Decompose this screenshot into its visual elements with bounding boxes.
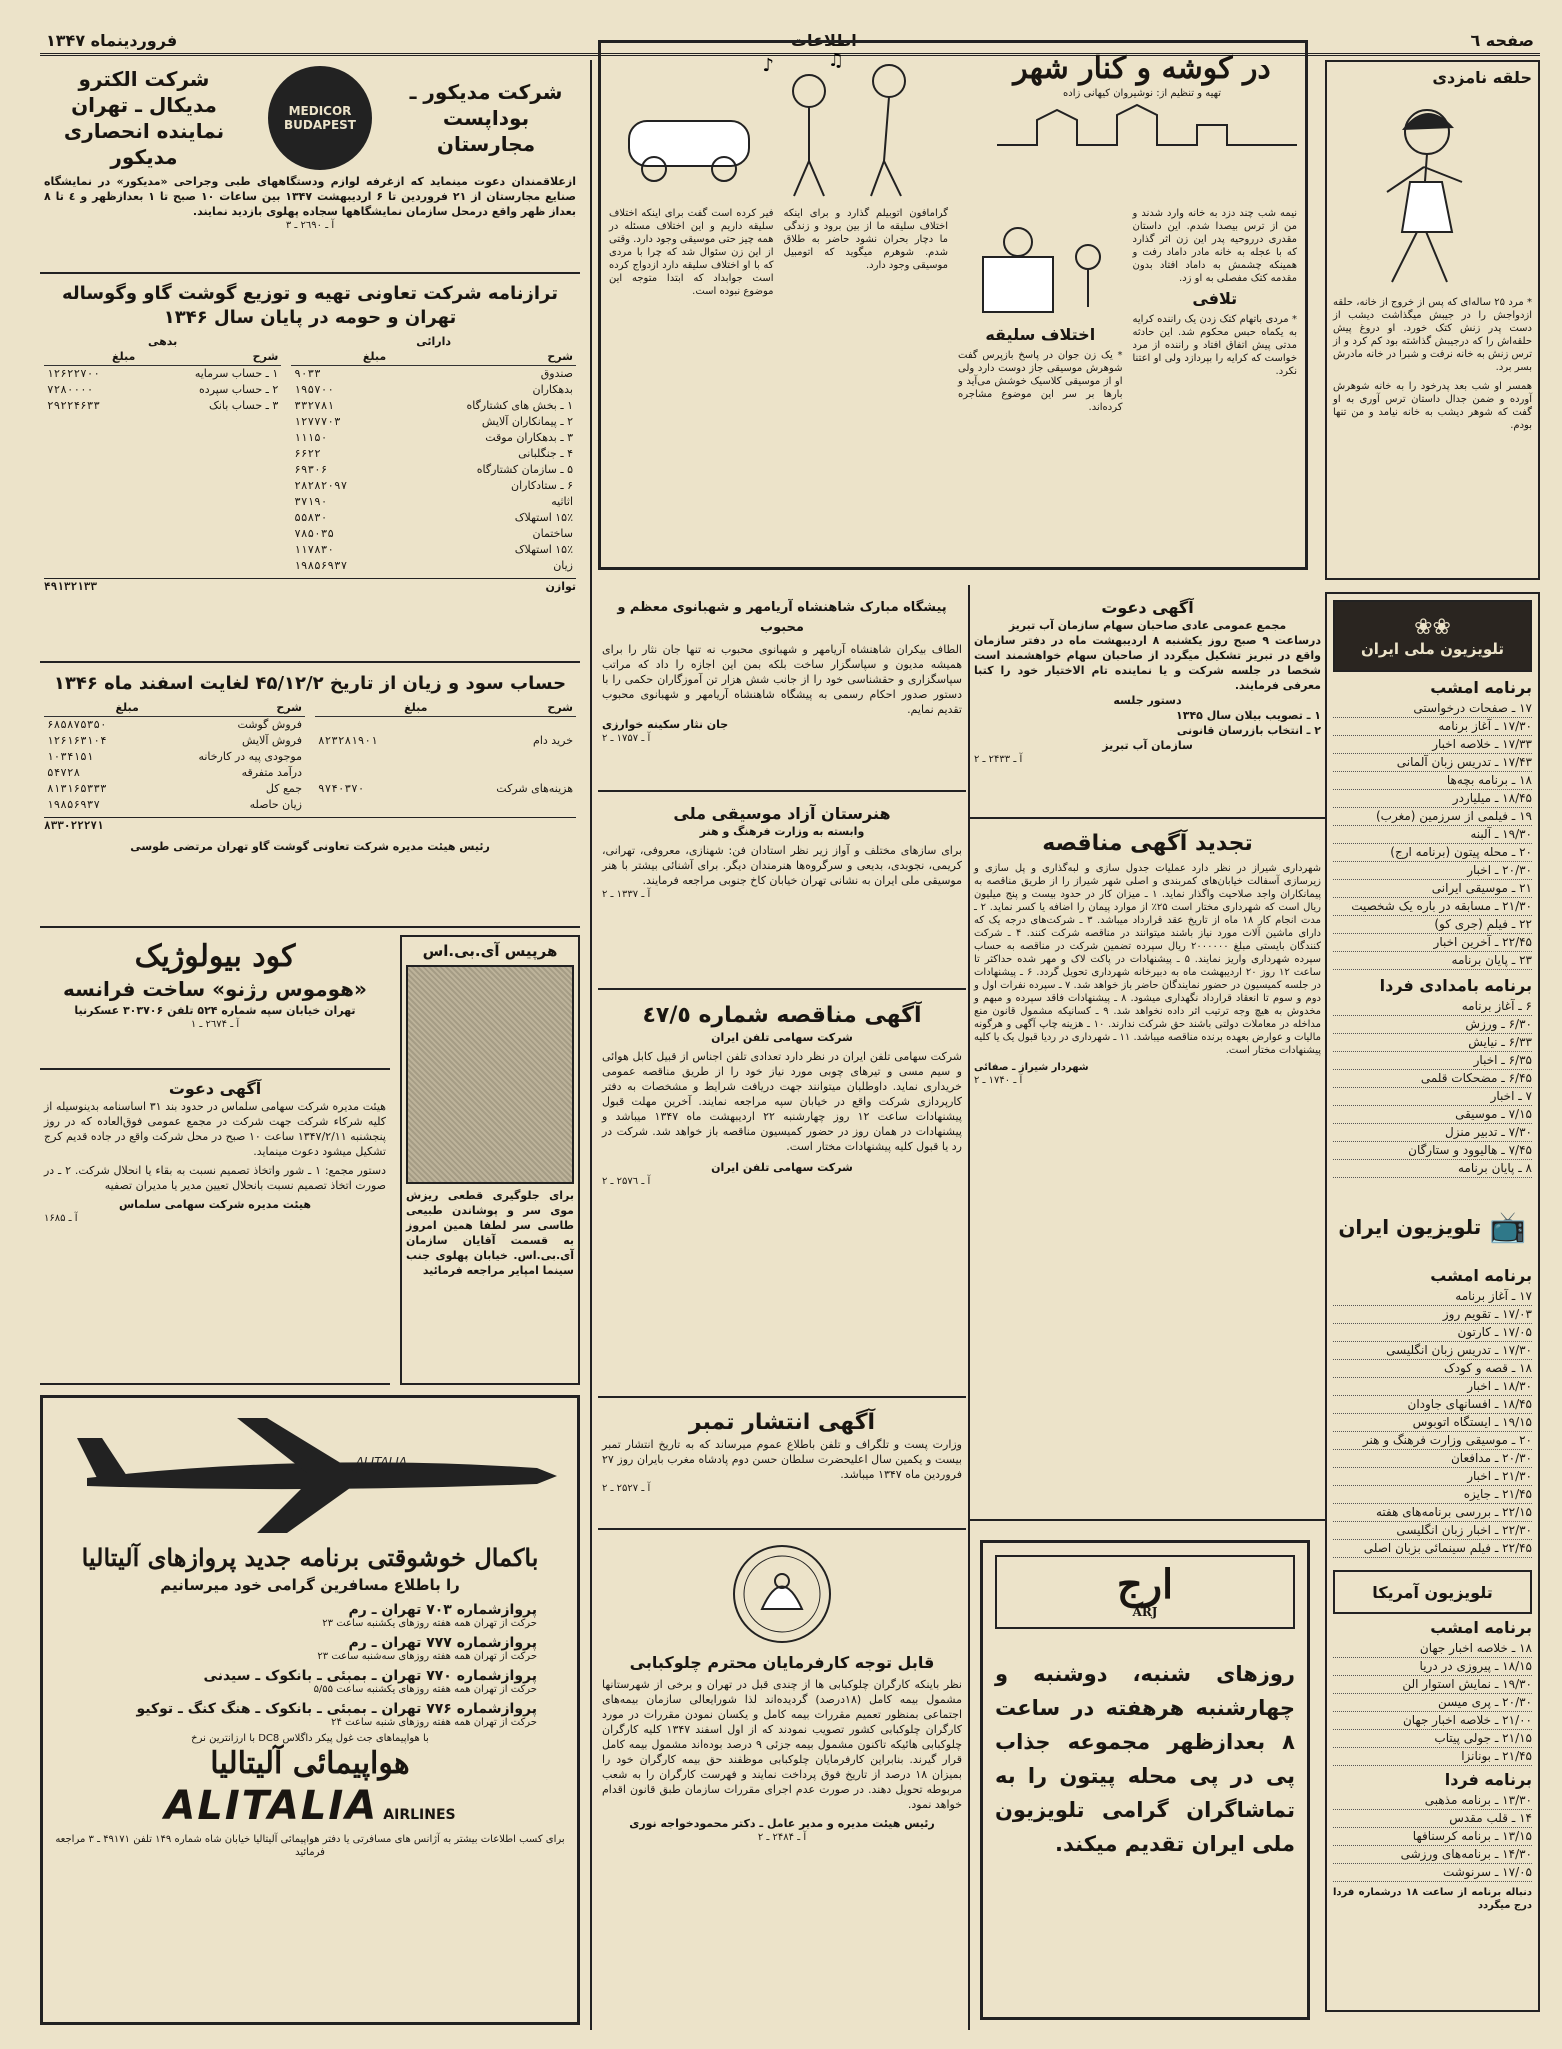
asset-row-amount: ۳۷۱۹۰ (294, 495, 328, 508)
hairspray-title: هرپیس آی.بی.اس (422, 942, 558, 960)
assets-table (291, 349, 576, 574)
chelo-kababi-ad (598, 1535, 966, 2025)
issue-date: فروردینماه ۱۳۴۷ (46, 31, 178, 50)
asset-row-amount: ۶۶۲۲ (294, 447, 321, 460)
biological-fertilizer-ad (40, 935, 390, 1070)
asset-row (291, 366, 576, 383)
asset-row-amount: ۵۵۸۳۰ (294, 511, 328, 524)
tv1-program-item: ۱۸/۴۵ ـ میلیاردر (1333, 790, 1532, 808)
tv3-program-item: ۲۱/۰۰ ـ خلاصه اخبار جهان (1333, 1712, 1532, 1730)
airplane-illustration (57, 1408, 567, 1538)
hairspray-ad (400, 935, 580, 1385)
balance-total-row (44, 578, 576, 594)
asset-row-amount: ۱۹۸۵۶۹۳۷ (294, 559, 348, 572)
tv1-program-item: ۱۹ ـ فیلمی از سرزمین (مغرب) (1333, 808, 1532, 826)
pl-total: ۸۳۳۰۲۲۲۷۱ (44, 817, 576, 833)
pl-income-row-desc: فروش گوشت (237, 718, 302, 731)
wedding-gratitude (598, 594, 966, 792)
tv1-program-item: ۱۷/۴۳ ـ تدریس زبان آلمانی (1333, 754, 1532, 772)
alitalia-note: با هواپیماهای جت غول پیکر داگلاس DC8 با ارزانترین نرخ (191, 1733, 429, 1744)
column-rule-2 (968, 585, 970, 2030)
cod-title: کود بیولوژیک (134, 939, 296, 974)
alitalia-brand-en: ALITALIA (164, 1783, 379, 1829)
stamp-title: آگهی انتشار تمبر (688, 1410, 876, 1435)
selmas-invitation (40, 1075, 390, 1385)
plane-brand-text: ALITALIA (355, 1455, 407, 1469)
tv3-title: برنامه امشب (1430, 1618, 1532, 1637)
tv1-program-item: ۱۷/۳۳ ـ خلاصه اخبار (1333, 736, 1532, 754)
tajdid-text: شهرداری شیراز در نظر دارد عملیات جدول سازی و لبه‌گذاری و پل سازی و زیرسازی آسفالت خیابان‌های کمربندی و اصلی شهر شیراز را از طریق مناقصه به پیمانکاران واجد صلاحیت واگذار نماید. ۱ ـ میزان کار در حدود بیست و پنج میلیون ریال است که شهرداری مختار است ۲۵٪ از موارد پیمان را اضافه یا کسر نماید. ۲ ـ مدت انجام کار ۱۸ ماه از تاریخ عقد قرارداد میباشد. ۳ ـ شرکت‌های درجه یک که دارای ماشین آلات مورد نیاز باشند میتوانند در مناقصه شرکت کنند. ۴ ـ شرکت کنندگان بایستی مبلغ ۲۰۰۰۰۰۰ ریال سپرده تضمین شرکت در مناقصه به حساب سپرده شهرداری واریز نمایند. ۵ ـ پیشنهادات در پاکت لاک و مهر شده حداکثر تا ساعت ۱۲ روز ۲۰ اردیبهشت ماه به دبیرخانه شهرداری تحویل گردد. ۶ ـ پیشنهادات در جلسه کمیسیون در حضور نمایندگان حاضر باز خواهد شد. ۷ ـ سپرده نفرات اول و دوم و سوم تا انعقاد قرارداد نگهداری میشود. ۸ ـ پیشنهادات فاقد سپرده و مبهم و مخدوش به هیچ وجه ترتیب اثر داده نخواهد شد. ۹ ـ کسانیکه مشمول قانون منع مداخله در معاملات دولتی باشند حق شرکت ندارند. ۱۰ ـ هزینه چاپ آگهی و هرگونه مالیات و عوارض بعهده برنده مناقصه میباشد. ۱۱ ـ شهرداری در ردیا قبول یک یا کلیه پیشنهادات مختار است. (974, 863, 1322, 1056)
tender-47-code: آ ـ ۲۵۷٦ ـ ۲ (602, 1176, 651, 1187)
tv1-morning-item: ۷ ـ اخبار (1333, 1088, 1532, 1106)
chelo-title: قابل توجه کارفرمایان محترم چلوکبابی (629, 1653, 935, 1672)
pl-income-row-amount: ۶۸۵۸۷۵۳۵۰ (47, 718, 107, 731)
pl-income-row-amount: ۸۱۳۱۶۵۳۳۳ (47, 782, 107, 795)
debt-row-amount: ۷۲۸۰۰۰۰ (47, 383, 94, 396)
tabriz-agenda-title: دستور جلسه (1113, 694, 1182, 707)
asset-row-amount: ۲۸۲۸۲۰۹۷ (294, 479, 348, 492)
pl-expense-row-desc: خرید دام (533, 734, 573, 748)
medicor-rep: شرکت الکترو مدیکال ـ تهران نماینده انحصاری مدیکور (63, 67, 225, 169)
asset-row-amount: ۶۹۳۰۶ (294, 463, 328, 476)
arj-advert (980, 1540, 1310, 2020)
tv2-program-item: ۱۷/۰۵ ـ کارتون (1333, 1324, 1532, 1342)
medicor-code: آ ـ ۲٦۹۰ ـ ۳ (285, 220, 335, 231)
selmas-agenda: دستور مجمع: ۱ ـ شور واتخاذ تصمیم نسبت به بقاء یا انحلال شرکت. ۲ ـ در صورت اتخاذ تصمیم نسبت بانحلال تعیین مدیر یا مدیران تصفیه (44, 1164, 386, 1192)
assets-head: دارائی (416, 335, 452, 348)
asset-row-desc: ۱۵٪ استهلاک (514, 511, 573, 524)
debt-row (44, 382, 281, 398)
tv1-morning-item: ۶ ـ آغاز برنامه (1333, 998, 1532, 1016)
asset-row-amount: ۱۲۷۷۷۰۳ (294, 415, 341, 428)
pl-expense-row-amount: ۸۲۳۲۸۱۹۰۱ (318, 734, 378, 748)
pl-income-row-amount: ۱۰۳۴۱۵۱ (47, 750, 94, 763)
debt-row-amount: ۱۲۶۲۲۷۰۰ (47, 367, 100, 380)
tabriz-text: درساعت ۹ صبح روز یکشنبه ۸ اردیبهشت ماه در دفتر سازمان واقع در تبریز تشکیل میگردد از صاحبان سهام خواهشمند است شخصا در جلسه شرکت و یا نماینده تام الاختیار خود را کتبا معرفی فرمایند. (974, 634, 1321, 692)
wedding-text: الطاف بیکران شاهنشاه آریامهر و شهبانوی محبوب نه تنها جان نثار را برای همیشه مدیون و سپاسگزار ساخت بلکه بمن این اجازه را داد که مراتب سپاسگزاری و حقشناسی خود را از جانب شش هزار تن آموزگاران حکمی را با دستور صدور احکام رسمی به پیشگاه شاهنشاه آریامهر و شهبانوی محبوب تقدیم نمایم. (602, 643, 962, 716)
cod-address: تهران خیابان سپه شماره ۵۲۴ تلفن ۳۰۳۷۰۶ عسکرنیا (74, 1004, 356, 1017)
balance-title: ترازنامه شرکت تعاونی تهیه و توزیع گوشت گاو وگوساله تهران و حومه در پایان سال ۱۳۴۶ (61, 283, 558, 328)
pl-income-row-desc: درآمد متفرقه (241, 766, 302, 779)
tv1-program-list (1333, 700, 1532, 970)
alitalia-airlines: AIRLINES (383, 1807, 456, 1823)
debt-row-amount: ۲۹۲۲۴۶۳۳ (47, 399, 100, 412)
tabriz-code: آ ـ ۲۴۳۳ ـ ۲ (974, 754, 1023, 765)
tv2-program-item: ۱۷ ـ آغاز برنامه (1333, 1288, 1532, 1306)
engagement-text-2: همسر او شب بعد پدرخود را به خانه شوهرش آورده و ضمن جدال داستان ترس آوری به او گفت که شوهر دیشب به خانه نیامد و من تنها بودم. (1333, 381, 1532, 431)
cod-subtitle: «هوموس رژنو» ساخت فرانسه (63, 977, 367, 1001)
asset-row-amount: ۳۳۲۷۸۱ (294, 399, 335, 412)
flight-route: پروازشماره ۷۷۰ تهران ـ بمبئی ـ بانکوک ـ سیدنی (203, 1668, 537, 1684)
arj-logo-text: ارج (1116, 1561, 1174, 1608)
tv1-morning-list (1333, 998, 1532, 1178)
tv2-logo-text: تلویزیون ایران (1338, 1215, 1482, 1239)
asset-row-desc: اثاثیه (551, 495, 573, 508)
asset-row (291, 462, 576, 478)
tender-47-org: شرکت سهامی تلفن ایران (711, 1031, 853, 1044)
debt-row (44, 366, 281, 383)
social-insurance-emblem-icon (722, 1539, 842, 1649)
tv-camera-icon: 📺 (1489, 1209, 1527, 1245)
flight-list (53, 1602, 567, 1728)
city-corner-box (598, 40, 1308, 570)
tv1-morning-item: ۸ ـ پایان برنامه (1333, 1160, 1532, 1178)
pl-title: حساب سود و زیان از تاریخ ۴۵/۱۲/۲ لغایت اسفند ماه ۱۳۴۶ (53, 673, 567, 694)
tv3-note: دنباله برنامه از ساعت ۱۸ درشماره فردا درج میگردد (1333, 1887, 1532, 1911)
flight-route: پروازشماره ۷۷۶ تهران ـ بمبئی ـ بانکوک ـ هنگ کنگ ـ توکیو (136, 1701, 537, 1717)
tabriz-org: سازمان آب تبریز (1102, 739, 1193, 752)
flight-note: حرکت از تهران همه هفته روزهای یکشنبه ساعت ۲۳ (322, 1618, 537, 1629)
tv2-program-item: ۱۷/۳۰ ـ تدریس زبان انگلیسی (1333, 1342, 1532, 1360)
debt-row-desc: ۲ ـ حساب سپرده (199, 383, 279, 396)
flight-route: پروازشماره ۷۰۳ تهران ـ رم (348, 1602, 537, 1618)
chelo-text: نظر باینکه کارگران چلوکبابی ها از چندی قبل در تهران و برخی از شهرستانها مشمول بیمه کامل (۱۸درصد) گردیده‌اند لذا شورایعالی سازمان بیمه‌های اجتماعی بمنظور تعمیم مقررات بیمه کامل و یکسان نمودن مقررات در مورد کارگران چلوکبابی کشور تصویب نمودند که از اول اسفند ۱۳۴۷ کلیه کارگران چلوکبابی هائیکه تاکنون مشمول بیمه جزئی ۹ درصد بوده‌اند مشمول بیمه کامل قرار گیرند. بنابراین کارفرمایان چلوکبابی موظفند حق بیمه کارگران خود را بمیزان ۱۸ درصد از تاریخ فوق پرداخت نمایند و فهرست کارگران را به شعب مربوطه تحویل دهند. در صورت عدم اجرای مقررات سازمان طبق قانون اقدام خواهد نمود. (602, 1678, 963, 1811)
stamp-code: آ ـ ۲۵۲۷ ـ ۲ (602, 1483, 651, 1494)
asset-row-desc: ۵ ـ سازمان کشتارگاه (476, 463, 573, 476)
tajdid-sign: شهردار شیراز ـ صفائی (974, 1062, 1089, 1073)
column-rule-1 (590, 60, 592, 2030)
asset-row-desc: ۶ ـ ستادکاران (511, 479, 573, 492)
pl-income-row (44, 797, 305, 813)
tv1-morning-item: ۷/۱۵ ـ موسیقی (1333, 1106, 1532, 1124)
pl-income-row (44, 749, 305, 765)
asset-row-amount: ۱۹۵۷۰۰ (294, 383, 335, 396)
wedding-sign: جان نثار سکینه خوارزی (602, 718, 729, 731)
pl-col-amount-1: مبلغ (315, 700, 430, 717)
asset-row-amount: ۷۸۵۰۳۵ (294, 527, 335, 540)
tv1-logo (1333, 600, 1532, 672)
music-school-ad (598, 800, 966, 990)
tv3-tomorrow-list (1333, 1792, 1532, 1882)
asset-row (291, 478, 576, 494)
stamp-text: وزارت پست و تلگراف و تلفن باطلاع عموم میرساند که به تاریخ انتشار تمبر بیست و یکمین سال اعلیحضرت سلطان حسن دوم پادشاه مغرب بایران روز ۲۷ فروردین ماه ۱۳۴۷ میباشد. (602, 1438, 962, 1481)
tv2-program-item: ۱۸ ـ قصه و کودک (1333, 1360, 1532, 1378)
couple-car-cartoon-illustration (609, 51, 949, 201)
wedding-code: آ ـ ۱۷۵۷ ـ ۲ (602, 733, 651, 744)
music-text: برای سازهای مختلف و آواز زیر نظر استادان فن: شهنازی، معروفی، تهرانی، کریمی، نجوبدی، بدیعی و سرگروه‌ها هنرمندان دیگر. برای آشنائی بیشتر با هنر موسیقی ملی ایران به نشانی تهران خیابان کاخ جنوبی مراجعه فرمایند. (602, 844, 962, 887)
tv-schedule (1325, 592, 1540, 2012)
selmas-title: آگهی دعوت (168, 1079, 262, 1098)
pl-income-row-desc: فروش آلایش (242, 734, 302, 747)
tender-47-title: آگهی مناقصه شماره ٤٧/٥ (642, 1003, 922, 1028)
tender-47-text: شرکت سهامی تلفن ایران در نظر دارد تعدادی تلفن اجناس از قبیل کابل هوائی و سیم مسی و تیرهای چوبی مورد نیاز خود را از طریق مناقصه عمومی خریداری نماید. داوطلبان میتوانند جهت دریافت شرایط و مشخصات به دفتر کارپردازی شرکت واقع در خیابان سپه مراجعه نمایند. آخرین مهلت قبول پیشنهادات ساعت ۱۲ روز چهارشنبه ۲۲ اردیبهشت ماه ۱۳۴۷ میباشد و پیشنهادات در همان روز در حضور کمیسیون مناقصه باز خواهد شد. شرکت در رد یا قبول کلیه پیشنهادات مختار است. (602, 1050, 962, 1153)
tv-emblem-icon: ❀❀ (1414, 614, 1451, 640)
music-subtitle: وابسته به وزارت فرهنگ و هنر (699, 825, 865, 838)
engagement-title: حلقه نامزدی (1432, 68, 1532, 87)
chelo-code: آ ـ ۲۴۸۴ ـ ۲ (757, 1832, 807, 1843)
hairspray-text: برای جلوگیری قطعی ریزش موی سر و پوشاندن طبیعی طاسی سر لطفا همین امروز به قسمت آقایان سازمان آی.بی.اس. خیابان پهلوی جنب سینما امپایر مراجعه فرمائید (406, 1189, 574, 1277)
tv2-program-item: ۲۱/۳۰ ـ اخبار (1333, 1468, 1532, 1486)
asset-row (291, 558, 576, 574)
asset-row-amount: ۱۱۷۸۳۰ (294, 543, 335, 556)
asset-row-desc: ساختمان (532, 527, 573, 540)
tv1-program-item: ۲۱/۳۰ ـ مسابقه در باره یک شخصیت (1333, 898, 1532, 916)
arj-logo (995, 1555, 1295, 1629)
tv1-program-item: ۱۸ ـ برنامه بچه‌ها (1333, 772, 1532, 790)
tajdid-code: آ ـ ۱۷۴۰ ـ ۲ (974, 1075, 1023, 1086)
city-corner-col1: نیمه شب چند دزد به خانه وارد شدند و من از ترس بیصدا شدم. این داستان مقدری درروحیه پدر این زن اثر گذارد که با عجله به خانه مادر داماد رفت و همینکه چشمش به داماد افتاد بدون مقدمه کتک مفصلی به او زد. (1132, 208, 1297, 284)
tv1-program-item: ۲۲/۴۵ ـ آخرین اخبار (1333, 934, 1532, 952)
tabriz-subtitle: مجمع عمومی عادی صاحبان سهام سازمان آب تبریز (1008, 619, 1287, 632)
tv2-program-item: ۱۷/۰۳ ـ تقویم روز (1333, 1306, 1532, 1324)
pl-income-row-desc: جمع کل (265, 782, 302, 795)
tv1-program-item: ۲۱ ـ موسیقی ایرانی (1333, 880, 1532, 898)
tender-47-ad (598, 998, 966, 1398)
tv2-title: برنامه امشب (1430, 1266, 1532, 1285)
pl-expense-row-desc: هزینه‌های شرکت (496, 782, 573, 796)
stamp-ad (598, 1405, 966, 1530)
tv2-program-item: ۲۰ ـ موسیقی وزارت فرهنگ و هنر (1333, 1432, 1532, 1450)
asset-row (291, 430, 576, 446)
ekhtelaf-text: * یک زن جوان در پاسخ بازپرس گفت شوهرش موسیقی جاز دوست دارد ولی او از موسیقی کلاسیک خوشش می‌آید و بارها بر سر این موضوع مشاجره کرده‌اند. (958, 350, 1123, 413)
tv1-program-item: ۲۰/۳۰ ـ اخبار (1333, 862, 1532, 880)
city-corner-col3: گرامافون اتوبیلم گذارد و برای اینکه اختلاف سلیقه ما از بین برود و زندگی ما دچار بحران نشود حاضر به طلاق شدم. شوهرم میگوید که اتومبیل موسیقی وجود دارد. (783, 208, 948, 271)
tv3-program-item: ۱۸ ـ خلاصه اخبار جهان (1333, 1640, 1532, 1658)
wedding-title: پیشگاه مبارک شاهنشاه آریامهر و شهبانوی معظم و محبوب (617, 600, 947, 635)
tabriz-invitation (970, 594, 1325, 819)
tv3-program-list (1333, 1640, 1532, 1766)
medicor-text: ازعلاقمندان دعوت مینماید که ازغرفه لوازم ودستگاههای طبی وجراحی «مدیکور» در نمایشگاه صنایع مجارستان از ۲۱ فروردین تا ۶ اردیبهشت ۱۳۴۷ بین ساعات ۱۰ صبح تا ۱ بعدازظهر و ٤ تا ۸ بعداز ظهر واقع درمحل سازمان نمایشگاهها سجاده پهلوی بازدید نمایند. (44, 175, 577, 218)
tv1-morning-title: برنامه بامدادی فردا (1379, 976, 1532, 995)
woman-cartoon-illustration (1332, 92, 1532, 292)
medicor-title: شرکت مدیکور ـ بوداپست مجارستان (409, 80, 563, 156)
music-code: آ ـ ۱۳۳۷ ـ ۲ (602, 889, 651, 900)
selmas-sign: هیئت مدیره شرکت سهامی سلماس (118, 1198, 312, 1211)
asset-row (291, 382, 576, 398)
balance-total: ۴۹۱۳۲۱۳۳ (44, 580, 97, 593)
asset-row (291, 526, 576, 542)
pl-income-row-desc: زیان حاصله (249, 798, 302, 811)
tv3-program-item: ۲۱/۱۵ ـ جولی پیتاب (1333, 1730, 1532, 1748)
tv1-morning-item: ۷/۳۰ ـ تدبیر منزل (1333, 1124, 1532, 1142)
asset-row-desc: زیان (553, 559, 573, 572)
arj-logo-latin: ARJ (1132, 1605, 1158, 1619)
tv3-tomorrow-item: ۱۴/۳۰ ـ برنامه‌های ورزشی (1333, 1846, 1532, 1864)
tv1-program-item: ۱۷/۳۰ ـ آغاز برنامه (1333, 718, 1532, 736)
tv3-program-item: ۲۰/۳۰ ـ پری میسن (1333, 1694, 1532, 1712)
alitalia-brand-row (53, 1783, 567, 1829)
asset-row (291, 414, 576, 430)
pl-income-row (44, 717, 305, 734)
talafi-text: * مردی باتهام کتک زدن یک راننده کرایه به یکماه حبس محکوم شد. این حادثه مدتی پیش اتفاق افتاد و راننده از مرد خواست که کرایه را بپردازد ولی او اعتنا نکرد. (1132, 314, 1297, 377)
pl-sign: رئیس هیئت مدیره شرکت تعاونی گوشت گاو تهران مرتضی طوسی (130, 840, 490, 853)
city-corner-byline: تهیه و تنظیم از: نوشیروان کیهانی زاده (1063, 88, 1221, 99)
engagement-story (1325, 60, 1540, 580)
profit-loss (40, 668, 580, 928)
tv2-program-item: ۱۸/۳۰ ـ اخبار (1333, 1378, 1532, 1396)
debts-col-amount: مبلغ (44, 349, 138, 366)
tajdid-title: تجدید آگهی مناقصه (1042, 831, 1253, 856)
pl-income-row (44, 733, 305, 749)
asset-row-desc: ۴ ـ جنگلبانی (518, 447, 573, 460)
assets-col-amount: مبلغ (291, 349, 389, 366)
asset-row-desc: ۳ ـ بدهکاران موقت (485, 431, 573, 444)
pl-income-row-amount: ۵۴۷۲۸ (47, 766, 81, 779)
tv2-program-item: ۲۲/۴۵ ـ فیلم سینمائی بزبان اصلی (1333, 1540, 1532, 1558)
tv2-program-item: ۱۸/۴۵ ـ افسانهای جاودان (1333, 1396, 1532, 1414)
city-skyline-illustration (997, 100, 1297, 150)
cod-code: آ ـ ۲٦۷۴ ـ ۱ (190, 1019, 240, 1030)
asset-row-desc: ۲ ـ پیمانکاران آلایش (481, 415, 573, 428)
tabriz-agenda-1: ۱ ـ تصویب بیلان سال ۱۳۴۵ (1176, 709, 1321, 722)
asset-row-desc: ۱۵٪ استهلاک (514, 543, 573, 556)
tv2-program-item: ۱۹/۱۵ ـ ایستگاه اتوبوس (1333, 1414, 1532, 1432)
pl-income-row (44, 765, 305, 781)
music-title: هنرستان آزاد موسیقی ملی (673, 804, 891, 823)
flight-note: حرکت از تهران همه هفته روزهای سه‌شنبه ساعت ۲۳ (317, 1651, 537, 1662)
medicor-logo-text: MEDICOR BUDAPEST (284, 104, 356, 132)
debts-table (44, 349, 281, 414)
pl-col-amount-2: مبلغ (44, 700, 142, 717)
pl-expense-row-amount: ۹۷۴۰۳۷۰ (318, 782, 365, 796)
chelo-sign: رئیس هیئت مدیره و مدیر عامل ـ دکتر محمودخواجه نوری (629, 1817, 935, 1830)
tv3-logo (1333, 1570, 1532, 1614)
pl-income-row-desc: موجودی پیه در کارخانه (198, 750, 302, 763)
arj-text: روزهای شنبه، دوشنبه و چهارشنبه هرهفته در ساعت ۸ بعدازظهر مجموعه جذاب پی در پی محله پیتون را به تماشاگران گرامی تلویزیون ملی ایران تقدیم میکند. (995, 1662, 1295, 1856)
tv3-tomorrow-item: ۱۴ ـ قلب مقدس (1333, 1810, 1532, 1828)
flight-note: حرکت از تهران همه هفته روزهای یکشنبه ساعت ۵/۵۵ (313, 1684, 537, 1695)
city-corner-col4: فیر کرده است گفت برای اینکه اختلاف سلیقه داریم و این اختلاف مسئله در همه چیز حتی موسیقی وجود دارد. وقتی از این زن سئوال شد که چرا با مردی که با او اختلاف سلیقه دارد ازدواج کرده است جوابداد که ابتدا متوجه این موضوع نبوده است. (609, 208, 774, 297)
debt-row-desc: ۳ ـ حساب بانک (208, 399, 279, 412)
pl-income-table (44, 700, 305, 813)
tv1-program-item: ۲۳ ـ پایان برنامه (1333, 952, 1532, 970)
tv3-program-item: ۱۸/۱۵ ـ پیروزی در دریا (1333, 1658, 1532, 1676)
tv1-morning-item: ۶/۳۵ ـ اخبار (1333, 1052, 1532, 1070)
man-portrait-photo (406, 965, 574, 1184)
medicor-logo (268, 66, 372, 170)
tv1-morning-item: ۶/۴۵ ـ مضحکات قلمی (1333, 1070, 1532, 1088)
city-corner-title: در کوشه و کنار شهر (1013, 51, 1271, 86)
tv3-program-item: ۱۹/۳۰ ـ نمایش استوار الن (1333, 1676, 1532, 1694)
pl-col-desc-1: شرح (430, 700, 576, 717)
pl-income-row-amount: ۱۹۸۵۶۹۳۷ (47, 798, 100, 811)
tv3-tomorrow-title: برنامه فردا (1444, 1770, 1532, 1789)
engagement-text: * مرد ۲۵ ساله‌ای که پس از خروج از خانه، حلقه ازدواجش را در جیبش میگذاشت دیشب از دست پدر زنش کتک خورد. او دروغ پیش حلقه‌اش را که درجیبش گذاشته بود کم کرد و از ترس زنش به خانه نرفت و شبرا در خانه مادرش بسر برد. (1333, 297, 1532, 373)
tv1-morning-item: ۷/۴۵ ـ هالیوود و ستارگان (1333, 1142, 1532, 1160)
debt-row-desc: ۱ ـ حساب سرمایه (194, 367, 279, 380)
flight-note: حرکت از تهران همه هفته روزهای شنبه ساعت ۲۴ (331, 1717, 537, 1728)
alitalia-brand-fa: هواپیمائی آلیتالیا (210, 1746, 410, 1781)
tv3-tomorrow-item: ۱۷/۰۵ ـ سرنوشت (1333, 1864, 1532, 1882)
asset-row-desc: صندوق (540, 367, 573, 380)
tv2-program-list (1333, 1288, 1532, 1558)
balance-label: توازن (545, 580, 576, 593)
pl-expense-row (315, 717, 576, 766)
alitalia-headline: باکمال خوشوقتی برنامه جدید پروازهای آلیتالیا (81, 1543, 539, 1572)
asset-row (291, 446, 576, 462)
selmas-code: آ ـ ۱۶۸۵ (44, 1213, 78, 1224)
asset-row (291, 398, 576, 414)
tv1-program-item: ۲۲ ـ فیلم (جری کو) (1333, 916, 1532, 934)
tender-47-footer: شرکت سهامی تلفن ایران (711, 1161, 853, 1174)
pl-expense-row (315, 765, 576, 813)
judge-cartoon-illustration (973, 207, 1123, 317)
tv2-program-item: ۲۲/۱۵ ـ بررسی برنامه‌های هفته (1333, 1504, 1532, 1522)
tv3-logo-text: تلویزیون آمریکا (1372, 1582, 1493, 1602)
tv1-morning-item: ۶/۳۳ ـ نیایش (1333, 1034, 1532, 1052)
ekhtelaf-title: اختلاف سلیقه (985, 325, 1096, 344)
asset-row-desc: بدهکاران (532, 383, 573, 396)
tv3-tomorrow-item: ۱۳/۳۰ ـ برنامه مذهبی (1333, 1792, 1532, 1810)
alitalia-ad (40, 1395, 580, 2025)
tv2-program-item: ۲۲/۳۰ ـ اخبار زبان انگلیسی (1333, 1522, 1532, 1540)
tabriz-agenda-2: ۲ ـ انتخاب بازرسان قانونی (1176, 724, 1321, 737)
tv1-logo-text: تلویزیون ملی ایران (1360, 639, 1505, 658)
tv2-program-item: ۲۱/۴۵ ـ جایزه (1333, 1486, 1532, 1504)
tv1-program-item: ۲۰ ـ محله پیتون (برنامه ارج) (1333, 844, 1532, 862)
tv1-program-item: ۱۷ ـ صفحات درخواستی (1333, 700, 1532, 718)
talafi-title: تلافی (1192, 289, 1238, 308)
tajdid-tender (970, 826, 1325, 1521)
paper-name: اطلاعات (790, 31, 857, 50)
debts-head: بدهی (148, 335, 178, 348)
pl-col-desc-2: شرح (142, 700, 305, 717)
tv1-title: برنامه امشب (1430, 678, 1532, 697)
balance-sheet (40, 278, 580, 663)
flight-route: پروازشماره ۷۷۷ تهران ـ رم (348, 1635, 537, 1651)
asset-row (291, 510, 576, 526)
debts-col-desc: شرح (138, 349, 281, 366)
debt-row (44, 398, 281, 414)
pl-income-row (44, 781, 305, 797)
page-number: صفحه ٦ (1470, 31, 1534, 50)
pl-expenses-table (315, 700, 576, 813)
asset-row (291, 494, 576, 510)
alitalia-sub: را باطلاع مسافرین گرامی خود میرسانیم (160, 1576, 460, 1594)
pl-income-row-amount: ۱۲۶۱۶۳۱۰۴ (47, 734, 107, 747)
svg-text:♫: ♫ (827, 51, 844, 71)
tv2-program-item: ۲۰/۳۰ ـ مدافعان (1333, 1450, 1532, 1468)
alitalia-footer: برای کسب اطلاعات بیشتر به آژانس های مسافرتی یا دفتر هواپیمائی آلیتالیا خیابان شاه شماره ۱۴۹ تلفن ۴۹۱۷۱ ـ ۳ مراجعه فرمائید (55, 1834, 565, 1858)
tv2-logo (1333, 1192, 1532, 1262)
asset-row-amount: ۹۰۳۳ (294, 367, 321, 380)
tv1-morning-item: ۶/۳۰ ـ ورزش (1333, 1016, 1532, 1034)
svg-text:♪: ♪ (762, 55, 774, 76)
asset-row-amount: ۱۱۱۵۰ (294, 431, 328, 444)
tv1-program-item: ۱۹/۳۰ ـ آلبنه (1333, 826, 1532, 844)
medicor-ad (40, 62, 580, 274)
asset-row (291, 542, 576, 558)
tv3-program-item: ۲۱/۴۵ ـ بونانزا (1333, 1748, 1532, 1766)
selmas-text: هیئت مدیره شرکت سهامی سلماس در حدود بند ۳۱ اساسنامه بدینوسیله از کلیه شرکاء شرکت جهت شرکت در مجمع عمومی فوق‌العاده که در روز پنجشنبه ۱۳۴۷/۲/۱۱ ساعت ۱۰ صبح در محل شرکت واقع در جاده قدیم کرج تشکیل میشود دعوت مینماید. (44, 1100, 386, 1158)
assets-col-desc: شرح (389, 349, 576, 366)
tv3-tomorrow-item: ۱۳/۱۵ ـ برنامه کرسنافها (1333, 1828, 1532, 1846)
tabriz-title: آگهی دعوت (1101, 598, 1194, 617)
asset-row-desc: ۱ ـ بخش های کشتارگاه (466, 399, 573, 412)
